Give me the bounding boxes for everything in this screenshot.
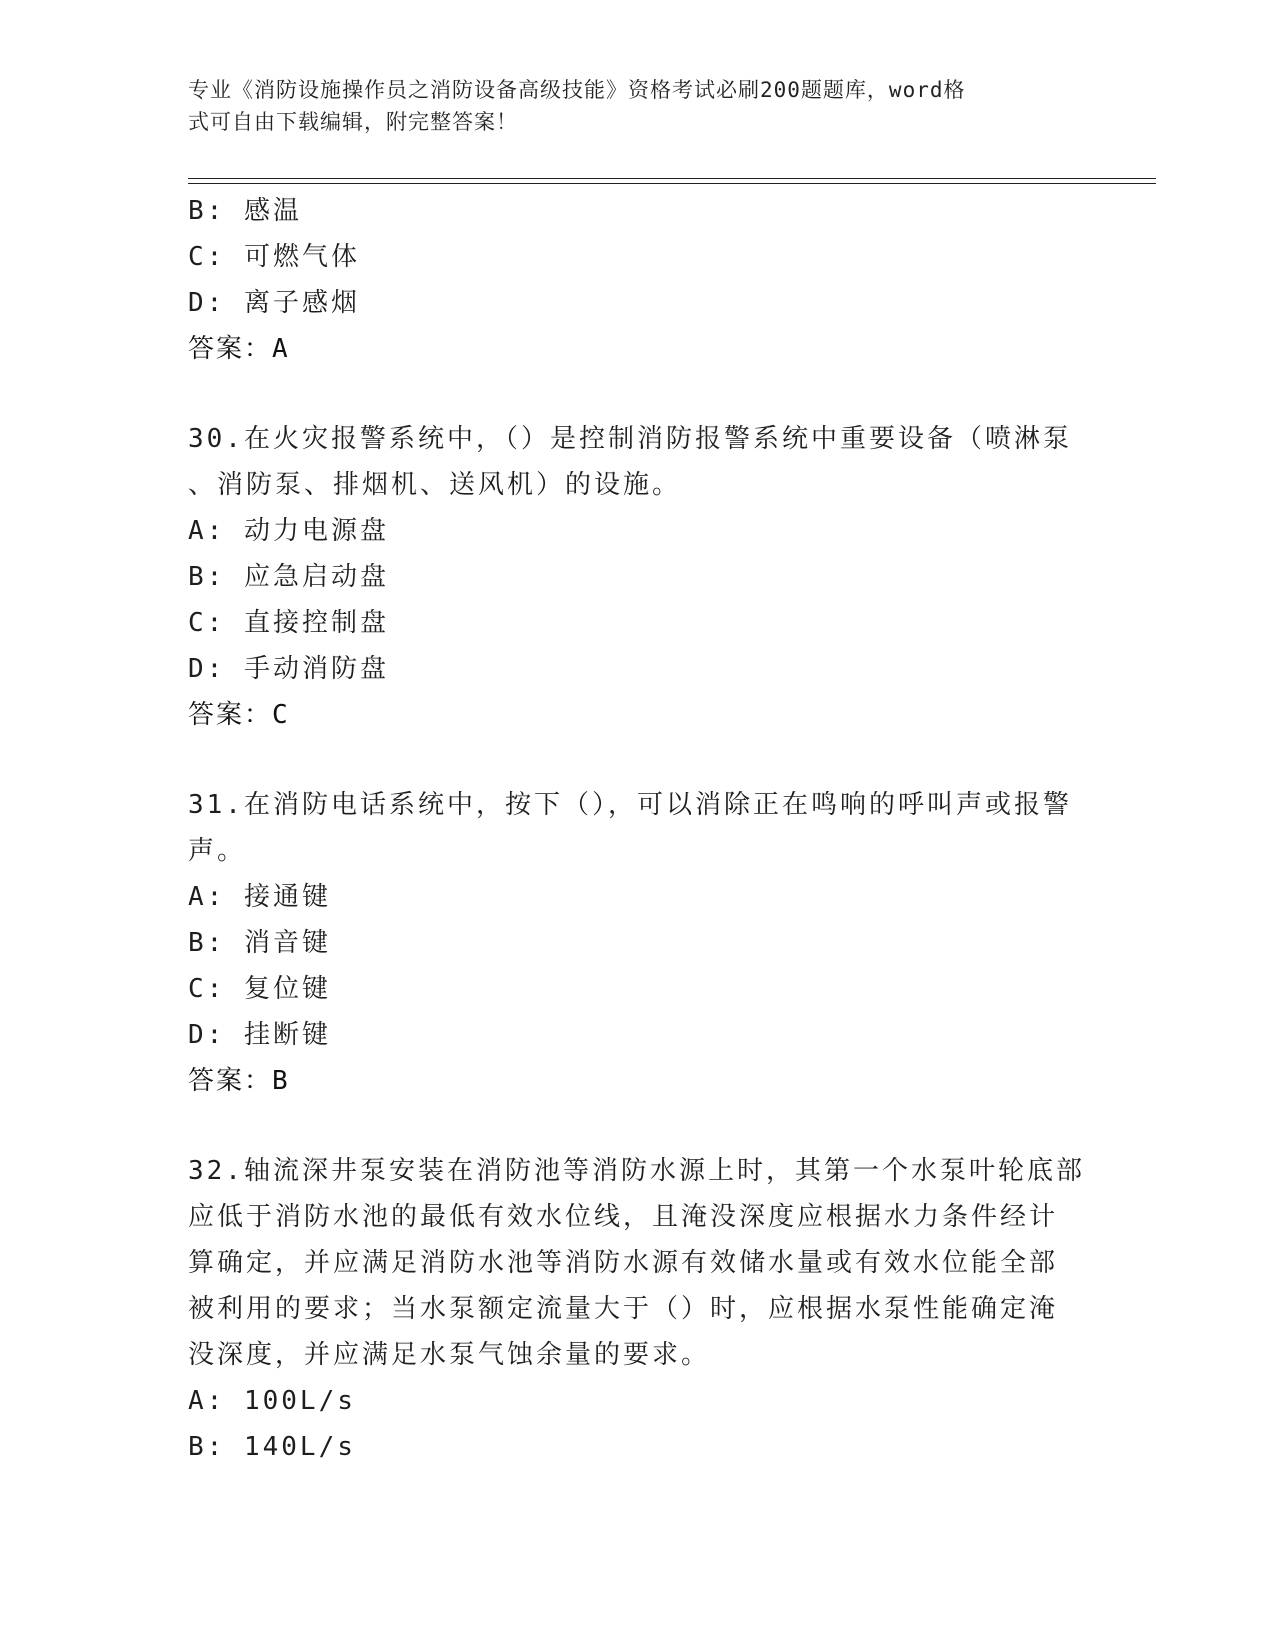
- option-d: D: 挂断键: [188, 1020, 331, 1050]
- question-text-line: 被利用的要求；当水泵额定流量大于（）时，应根据水泵性能确定淹: [188, 1294, 1059, 1324]
- question-block-30: [188, 416, 1088, 738]
- option-b: B: 应急启动盘: [188, 562, 389, 592]
- answer-line: 答案：A: [188, 334, 290, 364]
- question-text: [188, 416, 1088, 508]
- option-b: B: 140L/s: [188, 1432, 356, 1462]
- prev-question-block: [188, 188, 1088, 372]
- question-text-line: 声。: [188, 836, 247, 866]
- question-block-32: [188, 1148, 1088, 1470]
- question-text-line: 32.轴流深井泵安装在消防池等消防水源上时，其第一个水泵叶轮底部: [188, 1156, 1085, 1186]
- spacer: [188, 372, 1088, 416]
- question-text-line: 应低于消防水池的最低有效水位线，且淹没深度应根据水力条件经计: [188, 1202, 1059, 1232]
- question-text-line: 没深度，并应满足水泵气蚀余量的要求。: [188, 1340, 711, 1370]
- question-block-31: [188, 782, 1088, 1104]
- header-divider-top: [188, 178, 1156, 179]
- option-b: B: 消音键: [188, 928, 331, 958]
- question-text: [188, 782, 1088, 874]
- option-d: D: 手动消防盘: [188, 654, 389, 684]
- question-text-line: 、消防泵、排烟机、送风机）的设施。: [188, 470, 682, 500]
- answer-line: 答案：B: [188, 1066, 290, 1096]
- question-text-line: 31.在消防电话系统中，按下（），可以消除正在鸣响的呼叫声或报警: [188, 790, 1072, 820]
- spacer: [188, 1104, 1088, 1148]
- option-a: A: 接通键: [188, 882, 331, 912]
- answer-line: 答案：C: [188, 700, 290, 730]
- header-divider-bottom: [188, 183, 1156, 184]
- question-text-line: 30.在火灾报警系统中，（）是控制消防报警系统中重要设备（喷淋泵: [188, 424, 1072, 454]
- spacer: [188, 738, 1088, 782]
- option-c: C: 可燃气体: [188, 242, 360, 272]
- option-b: B: 感温: [188, 196, 302, 226]
- header-line-1: 专业《消防设施操作员之消防设备高级技能》资格考试必刷200题题库，word格: [188, 78, 966, 102]
- option-d: D: 离子感烟: [188, 288, 360, 318]
- question-list: [188, 188, 1088, 1470]
- option-a: A: 动力电源盘: [188, 516, 389, 546]
- question-text: [188, 1148, 1088, 1378]
- option-c: C: 复位键: [188, 974, 331, 1004]
- option-c: C: 直接控制盘: [188, 608, 389, 638]
- option-a: A: 100L/s: [188, 1386, 356, 1416]
- question-text-line: 算确定，并应满足消防水池等消防水源有效储水量或有效水位能全部: [188, 1248, 1059, 1278]
- header-line-2: 式可自由下载编辑，附完整答案！: [188, 110, 518, 134]
- document-header: [188, 74, 1068, 138]
